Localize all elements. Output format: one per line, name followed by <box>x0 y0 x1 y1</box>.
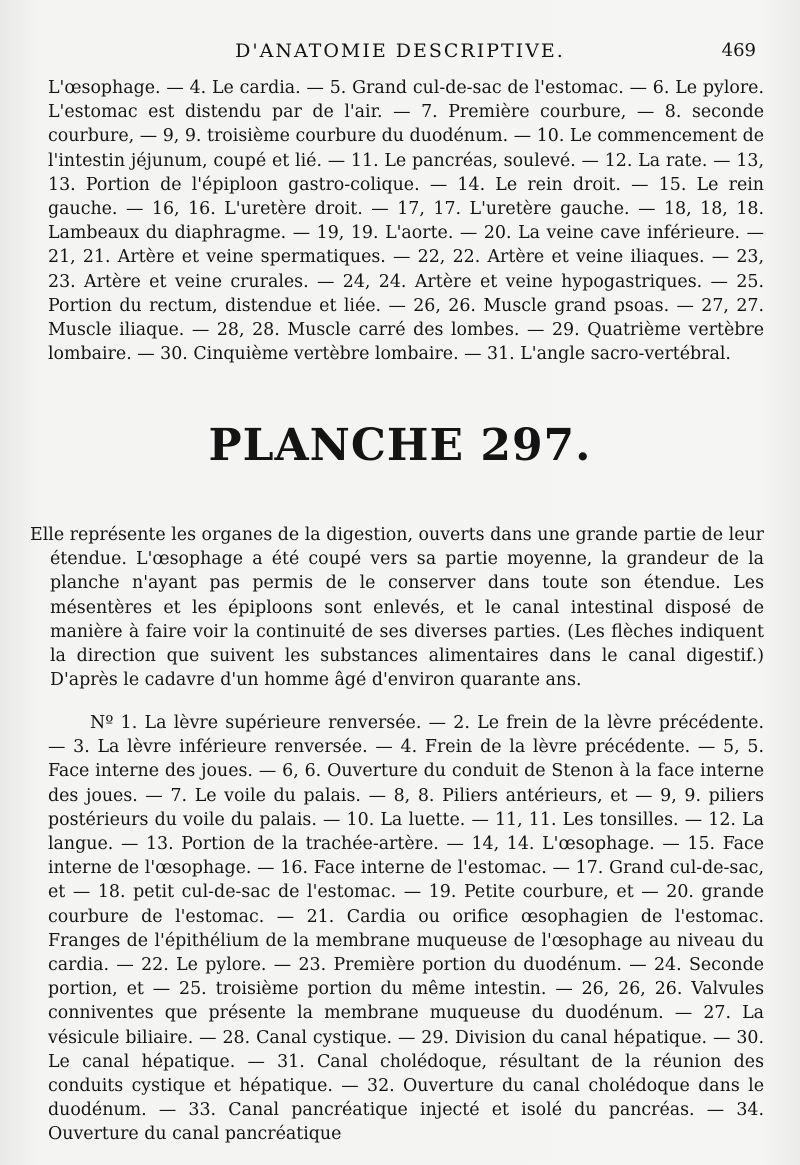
plate-description-text: Elle représente les organes de la digestion, ouverts dans une grande partie de leur étendue. L'œsophage a été coupé vers sa partie moyenne, la grandeur de la planche n'ayant pas permis de le conserver dans toute son étendue. Les mésentères et les épiploons sont enlevés, et le canal intestinal disposé de manière à faire voir la continuité de ses diverses parties. (Les flèches indiquent la direction que suivent les substances alimentaires dans le canal digestif.) D'après le cadavre d'un homme âgé d'environ quarante ans. <box>30 525 764 691</box>
page-header <box>0 40 800 70</box>
plate-title: PLANCHE 297. <box>208 420 592 471</box>
page-number: 469 <box>721 40 756 61</box>
running-head: D'ANATOMIE DESCRIPTIVE. <box>235 40 565 62</box>
figure-legend: Nº 1. La lèvre supérieure renversée. — 2. Le frein de la lèvre précédente. — 3. La lèvre inférieure renversée. — 4. Frein de la lèvre précédente. — 5, 5. Face interne des joues. — 6, 6. Ouverture du conduit de Stenon à la face interne des joues. — 7. Le voile du palais. — 8, 8. Piliers antérieurs, et — 9, 9. piliers postérieurs du voile du palais. — 10. La luette. — 11, 11. Les tonsilles. — 12. La langue. — 13. Portion de la trachée-artère. — 14, 14. L'œsophage. — 15. Face interne de l'œsophage. — 16. Face interne de l'estomac. — 17. Grand cul-de-sac, et — 18. petit cul-de-sac de l'estomac. — 19. Petite courbure, et — 20. grande courbure de l'estomac. — 21. Cardia ou orifice œsophagien de l'estomac. Franges de l'épithélium de la membrane muqueuse de l'œsophage au niveau du cardia. — 22. Le pylore. — 23. Première portion du duodénum. — 24. Seconde portion, et — 25. troisième portion du même intestin. — 26, 26, 26. Valvules conniventes que présente la membrane muqueuse du duodénum. — 27. La vésicule biliaire. — 28. Canal cystique. — 29. Division du canal hépatique. — 30. Le canal hépatique. — 31. Canal cholédoque, résultant de la réunion des conduits cystique et hépatique. — 32. Ouverture du canal cholédoque dans le duodénum. — 33. Canal pancréatique injecté et isolé du pancréas. — 34. Ouverture du canal pancréatique <box>48 713 764 1145</box>
figure-legend-continued: L'œsophage. — 4. Le cardia. — 5. Grand cul-de-sac de l'estomac. — 6. Le pylore. L'estomac est distendu par de l'air. — 7. Première courbure, — 8. seconde courbure, — 9, 9. troisième courbure du duodénum. — 10. Le commencement de l'intestin jéjunum, coupé et lié. — 11. Le pancréas, soulevé. — 12. La rate. — 13, 13. Portion de l'épiploon gastro-colique. — 14. Le rein droit. — 15. Le rein gauche. — 16, 16. L'uretère droit. — 17, 17. L'uretère gauche. — 18, 18, 18. Lambeaux du diaphragme. — 19, 19. L'aorte. — 20. La veine cave inférieure. — 21, 21. Artère et veine spermatiques. — 22, 22. Artère et veine iliaques. — 23, 23. Artère et veine crurales. — 24, 24. Artère et veine hypogastriques. — 25. Portion du rectum, distendue et liée. — 26, 26. Muscle grand psoas. — 27, 27. Muscle iliaque. — 28, 28. Muscle carré des lombes. — 29. Quatrième vertèbre lombaire. — 30. Cinquième vertèbre lombaire. — 31. L'angle sacro-vertébral. <box>48 78 764 365</box>
plate-description <box>30 523 764 692</box>
